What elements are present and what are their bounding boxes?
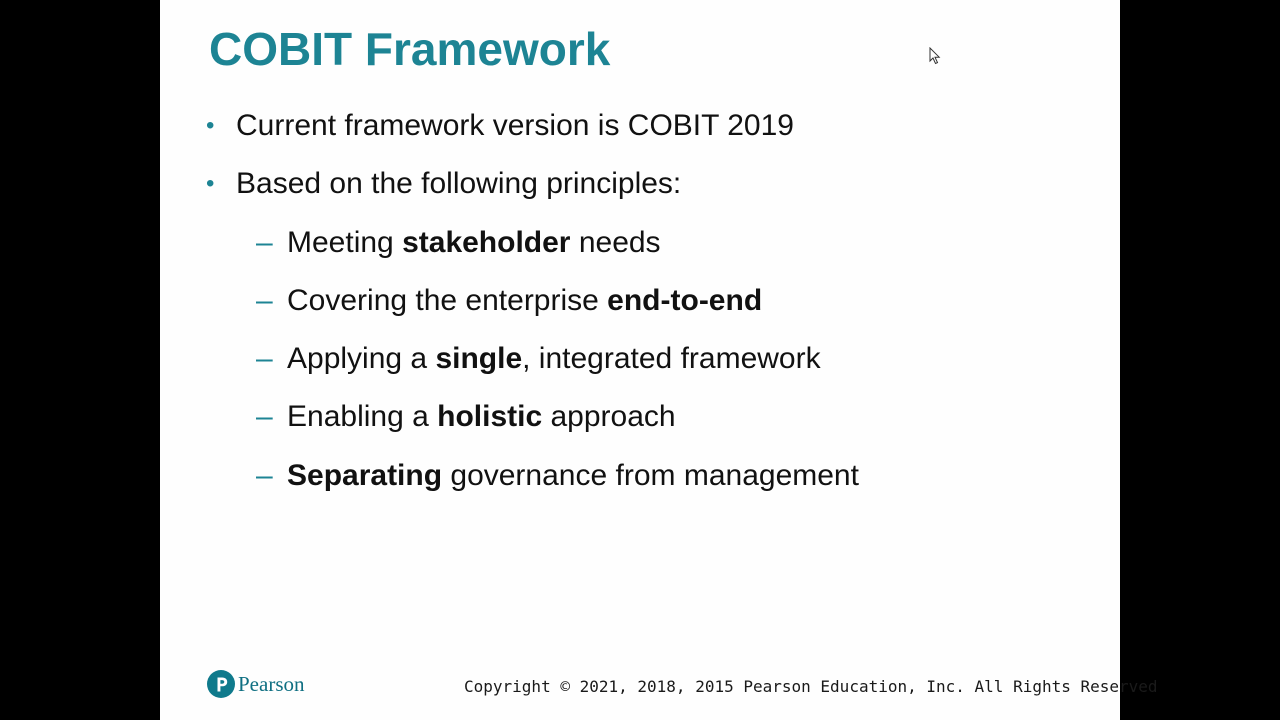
dash-marker: –	[256, 400, 273, 433]
principle-item	[256, 283, 762, 319]
copyright-notice: Copyright © 2021, 2018, 2015 Pearson Education, Inc. All Rights Reserved	[464, 677, 1158, 696]
bullet-marker: •	[206, 112, 215, 139]
principle-text-before: Enabling a	[287, 400, 438, 433]
principle-item	[256, 458, 859, 494]
pearson-logo	[207, 668, 305, 700]
principle-emphasis: holistic	[437, 400, 543, 433]
principle-item	[256, 399, 676, 435]
mouse-pointer-icon	[929, 47, 941, 65]
principle-emphasis: end-to-end	[607, 284, 763, 317]
principle-text-after: needs	[570, 226, 661, 259]
bullet-text: Current framework version is COBIT 2019	[236, 109, 794, 142]
dash-marker: –	[256, 342, 273, 375]
principle-emphasis: stakeholder	[402, 226, 571, 259]
principle-item	[256, 225, 661, 261]
principle-text-before: Applying a	[287, 342, 436, 375]
bullet-item	[206, 108, 794, 144]
principle-text-before: Meeting	[287, 226, 403, 259]
principle-text-after: governance from management	[442, 459, 859, 492]
dash-marker: –	[256, 226, 273, 259]
principle-text-after: approach	[542, 400, 676, 433]
principle-text-before: Covering the enterprise	[287, 284, 608, 317]
presentation-slide	[160, 0, 1158, 720]
principle-emphasis: single	[435, 342, 523, 375]
bullet-text: Based on the following principles:	[236, 167, 682, 200]
dash-marker: –	[256, 284, 273, 317]
pearson-logo-text: Pearson	[238, 672, 305, 696]
bullet-marker: •	[206, 170, 215, 197]
pearson-logo-icon	[207, 670, 235, 698]
principle-text-after: , integrated framework	[522, 342, 821, 375]
bullet-item	[206, 166, 681, 202]
slide-title: COBIT Framework	[209, 23, 611, 75]
dash-marker: –	[256, 459, 273, 492]
principle-item	[256, 341, 821, 377]
principle-emphasis: Separating	[287, 459, 443, 492]
